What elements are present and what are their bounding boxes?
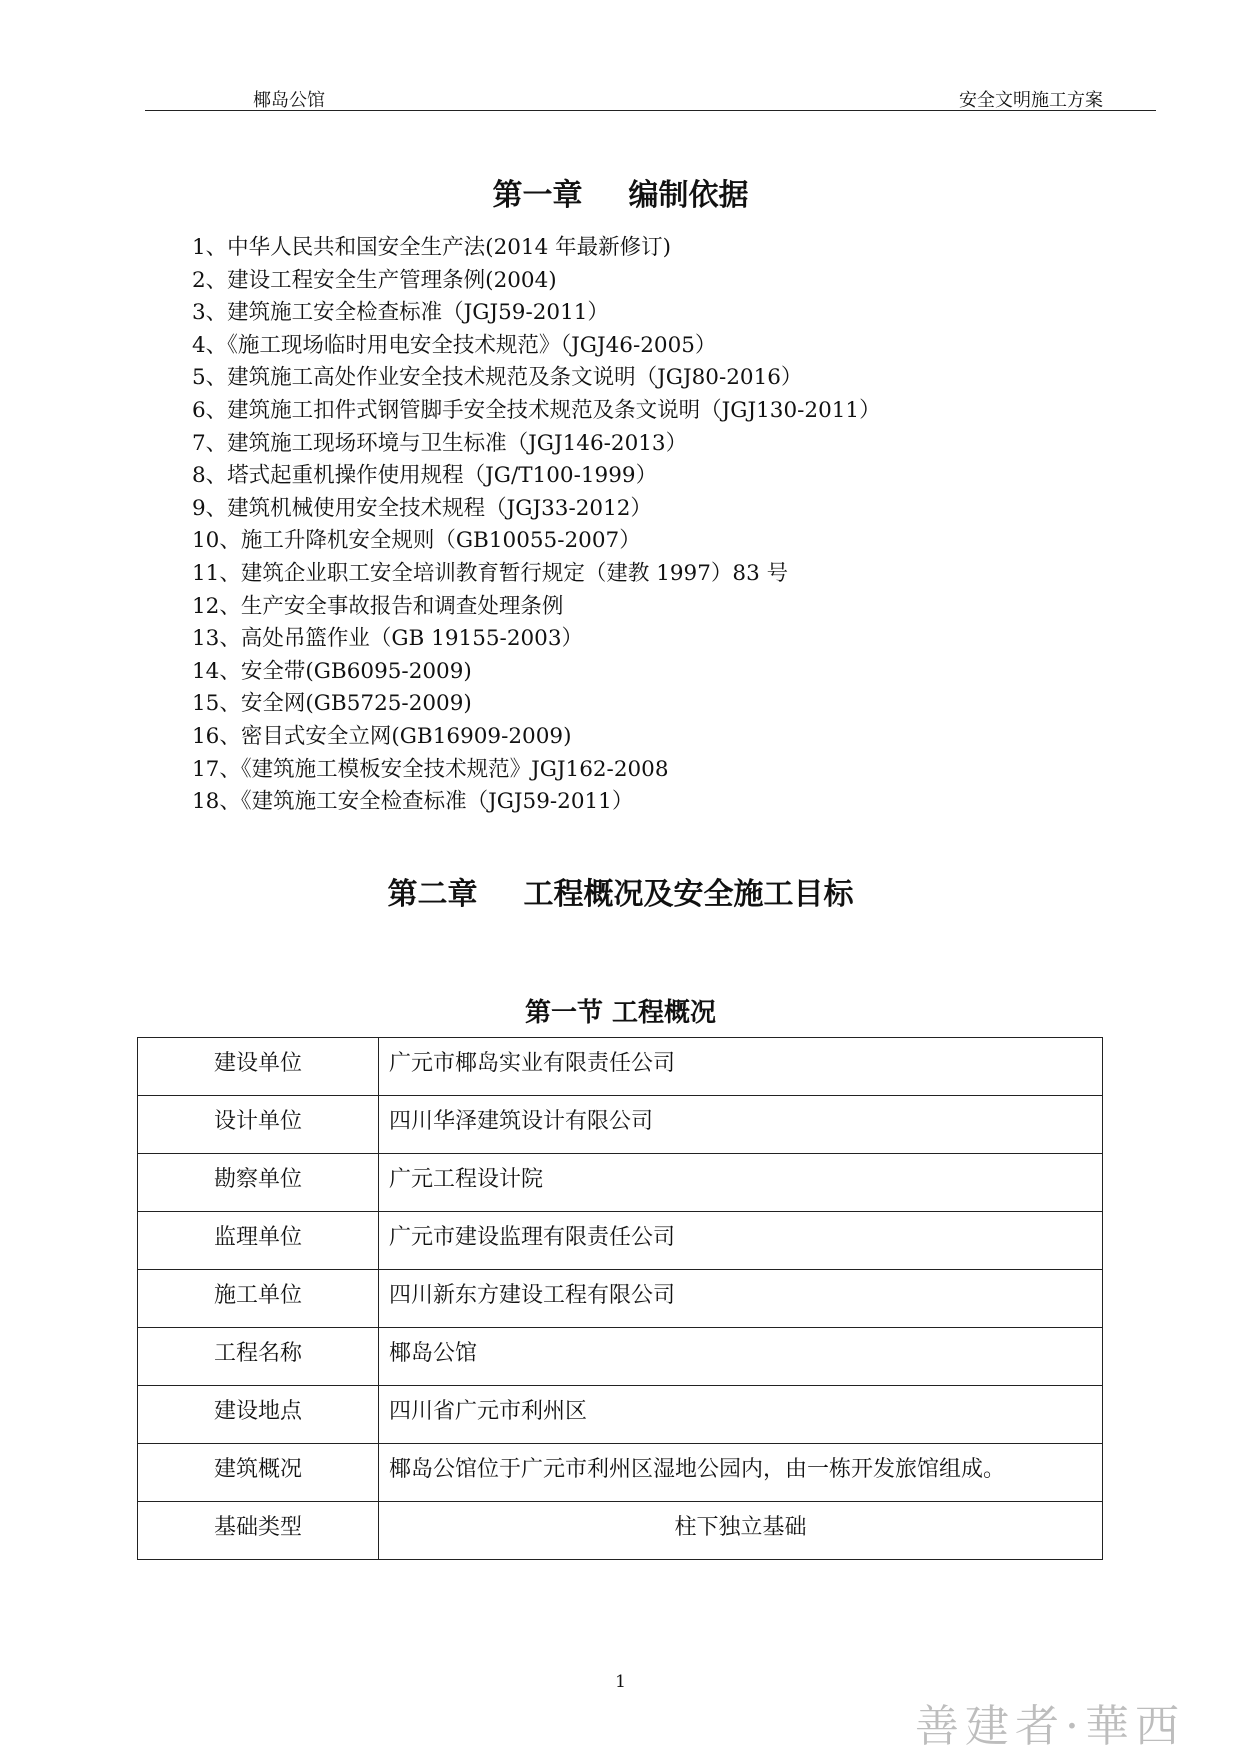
reference-item: 11、建筑企业职工安全培训教育暂行规定（建教 1997）83 号 [192, 560, 789, 586]
table-row [138, 1270, 1103, 1328]
reference-item: 17、《建筑施工模板安全技术规范》JGJ162-2008 [192, 756, 669, 782]
row-value: 柱下独立基础 [379, 1502, 1103, 1560]
table-row [138, 1038, 1103, 1096]
table-row [138, 1154, 1103, 1212]
row-value: 四川华泽建筑设计有限公司 [379, 1096, 1103, 1154]
header-project-name: 椰岛公馆 [253, 90, 325, 111]
reference-item: 6、建筑施工扣件式钢管脚手安全技术规范及条文说明（JGJ130-2011） [192, 397, 881, 423]
reference-item: 12、生产安全事故报告和调查处理条例 [192, 593, 564, 619]
row-value: 四川新东方建设工程有限公司 [379, 1270, 1103, 1328]
reference-item: 13、高处吊篮作业（GB 19155-2003） [192, 626, 584, 652]
row-label: 建筑概况 [138, 1444, 379, 1502]
chapter-1-heading [0, 170, 1241, 214]
table-row [138, 1444, 1103, 1502]
row-value: 广元工程设计院 [379, 1154, 1103, 1212]
table-row [138, 1212, 1103, 1270]
reference-item: 2、建设工程安全生产管理条例(2004) [192, 267, 557, 293]
row-label: 勘察单位 [138, 1154, 379, 1212]
header-divider [145, 110, 1156, 111]
reference-item: 3、建筑施工安全检查标准（JGJ59-2011） [192, 300, 609, 326]
chapter-2-number: 第二章 [387, 877, 478, 912]
reference-item: 16、密目式安全立网(GB16909-2009) [192, 723, 572, 749]
row-label: 建设地点 [138, 1386, 379, 1444]
chapter-1-number: 第一章 [492, 178, 583, 213]
chapter-2-heading [0, 869, 1241, 913]
reference-item: 18、《建筑施工安全检查标准（JGJ59-2011） [192, 789, 634, 815]
project-overview-table [137, 1037, 1103, 1560]
table-row [138, 1386, 1103, 1444]
reference-item: 14、安全带(GB6095-2009) [192, 658, 472, 684]
chapter-1-title: 编制依据 [628, 178, 749, 213]
reference-item: 4、《施工现场临时用电安全技术规范》（JGJ46-2005） [192, 332, 717, 358]
row-label: 基础类型 [138, 1502, 379, 1560]
reference-item: 1、中华人民共和国安全生产法(2014 年最新修订) [192, 235, 672, 260]
page-number: 1 [615, 1672, 626, 1692]
row-value: 椰岛公馆 [379, 1328, 1103, 1386]
row-value: 广元市建设监理有限责任公司 [379, 1212, 1103, 1270]
row-label: 工程名称 [138, 1328, 379, 1386]
row-label: 监理单位 [138, 1212, 379, 1270]
table-row [138, 1502, 1103, 1560]
row-label: 设计单位 [138, 1096, 379, 1154]
reference-item: 15、安全网(GB5725-2009) [192, 691, 472, 717]
row-value: 四川省广元市利州区 [379, 1386, 1103, 1444]
section-1-heading: 第一节 工程概况 [524, 998, 717, 1028]
table-row [138, 1096, 1103, 1154]
header-document-title: 安全文明施工方案 [959, 90, 1103, 111]
table-row [138, 1328, 1103, 1386]
chapter-2-title: 工程概况及安全施工目标 [523, 877, 854, 912]
row-value: 椰岛公馆位于广元市利州区湿地公园内，由一栋开发旅馆组成。 [379, 1444, 1103, 1502]
reference-item: 9、建筑机械使用安全技术规程（JGJ33-2012） [192, 495, 652, 521]
reference-item: 5、建筑施工高处作业安全技术规范及条文说明（JGJ80-2016） [192, 365, 803, 391]
reference-item: 8、塔式起重机操作使用规程（JG/T100-1999） [192, 463, 658, 489]
row-label: 建设单位 [138, 1038, 379, 1096]
row-label: 施工单位 [138, 1270, 379, 1328]
reference-item: 10、施工升降机安全规则（GB10055-2007） [192, 528, 641, 554]
reference-item: 7、建筑施工现场环境与卫生标准（JGJ146-2013） [192, 430, 688, 456]
watermark: 善建者·華西 [915, 1701, 1185, 1752]
row-value: 广元市椰岛实业有限责任公司 [379, 1038, 1103, 1096]
reference-list [192, 232, 881, 819]
